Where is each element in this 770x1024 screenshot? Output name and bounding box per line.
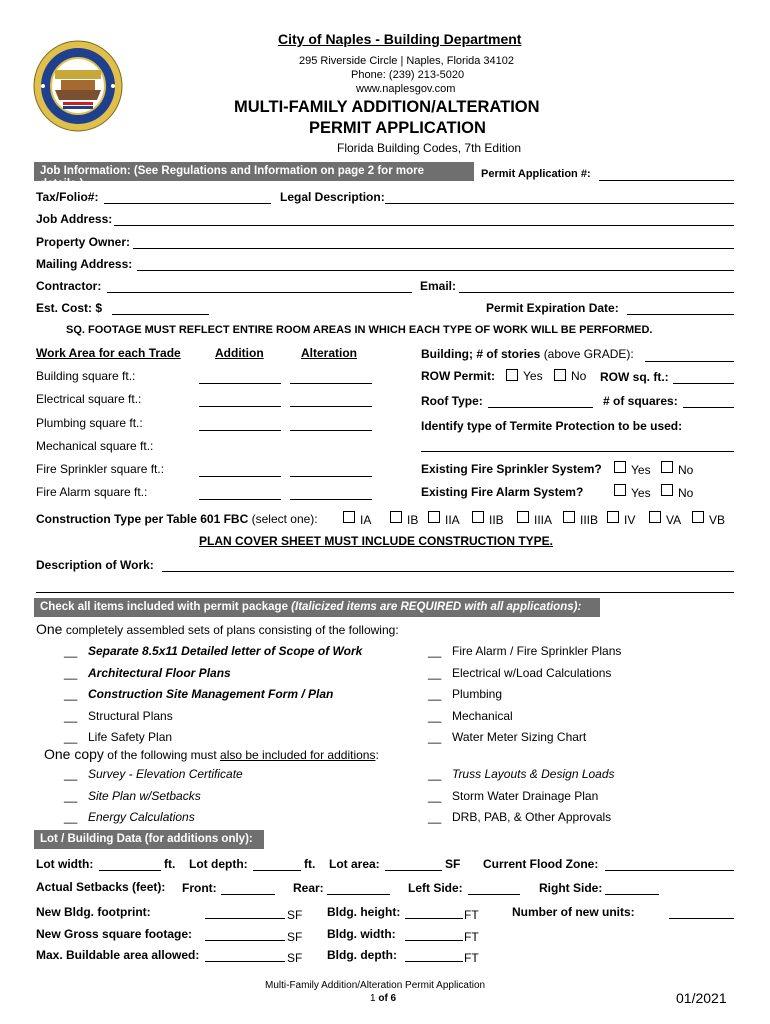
tax-folio-label: Tax/Folio#: bbox=[36, 190, 99, 204]
permit-number-field[interactable] bbox=[599, 180, 734, 181]
expiration-date-field[interactable] bbox=[627, 314, 734, 315]
rear-setback-field[interactable] bbox=[327, 894, 390, 895]
addition-extra-item-item[interactable] bbox=[428, 789, 598, 803]
expiration-date-label: Permit Expiration Date: bbox=[486, 301, 619, 315]
form-title-line1: MULTI-FAMILY ADDITION/ALTERATION bbox=[234, 98, 540, 116]
plumbing-alteration-field[interactable] bbox=[290, 430, 372, 431]
addition-extra-item-blank[interactable]: __ bbox=[428, 767, 442, 781]
buildable-area-label: Max. Buildable area allowed: bbox=[36, 948, 200, 962]
flood-zone-label: Current Flood Zone: bbox=[483, 857, 599, 871]
required-item-label: Life Safety Plan bbox=[88, 730, 173, 744]
email-field[interactable] bbox=[459, 292, 734, 293]
checklist-header-italic: (Italicized items are REQUIRED with all applications): bbox=[291, 601, 582, 613]
legal-description-field[interactable] bbox=[385, 203, 734, 204]
required-item-item[interactable] bbox=[64, 709, 173, 723]
new-units-label: Number of new units: bbox=[512, 905, 635, 919]
checklist-header bbox=[34, 598, 600, 617]
termite-label: Identify type of Termite Protection to be used: bbox=[421, 419, 683, 433]
setbacks-label: Actual Setbacks (feet): bbox=[36, 880, 166, 894]
mailing-address-label: Mailing Address: bbox=[36, 257, 133, 271]
plans-item-item[interactable] bbox=[428, 666, 611, 680]
plumbing-sqft-label: Plumbing square ft.: bbox=[36, 416, 143, 430]
bldg-height-field[interactable] bbox=[405, 918, 463, 919]
row-permit-yes-label: Yes bbox=[523, 369, 543, 383]
construction-type-iib-checkbox[interactable] bbox=[472, 511, 484, 523]
footer-page-total: of 6 bbox=[378, 993, 397, 1004]
city-seal-logo bbox=[33, 40, 123, 132]
construction-type-iiia-checkbox[interactable] bbox=[517, 511, 529, 523]
bldg-height-label: Bldg. height: bbox=[327, 905, 401, 919]
addition-item-item[interactable] bbox=[64, 767, 243, 781]
construction-type-ia-checkbox[interactable] bbox=[343, 511, 355, 523]
lot-area-unit: SF bbox=[445, 857, 461, 871]
additions-intro bbox=[44, 746, 379, 762]
addition-item-label: Site Plan w/Setbacks bbox=[88, 788, 201, 803]
fire-sprinkler-yes-label: Yes bbox=[631, 463, 651, 477]
fire-alarm-no-checkbox[interactable] bbox=[661, 484, 673, 496]
work-area-column-header: Work Area for each Trade bbox=[36, 346, 181, 360]
additions-intro-underlined: also be included for additions bbox=[220, 748, 376, 762]
plans-item-item[interactable] bbox=[428, 730, 586, 744]
est-cost-field[interactable] bbox=[112, 314, 209, 315]
required-item-item[interactable] bbox=[64, 730, 172, 744]
plans-item-label: Electrical w/Load Calculations bbox=[452, 665, 612, 680]
fire-sprinkler-no-checkbox[interactable] bbox=[661, 461, 673, 473]
right-setback-field[interactable] bbox=[605, 894, 659, 895]
plan-cover-notice: PLAN COVER SHEET MUST INCLUDE CONSTRUCTION TYPE. bbox=[199, 534, 554, 548]
plans-item-blank[interactable]: __ bbox=[428, 708, 442, 723]
construction-type-vb-checkbox[interactable] bbox=[692, 511, 704, 523]
construction-type-vb-label: VB bbox=[709, 513, 726, 527]
gross-sqft-label: New Gross square footage: bbox=[36, 927, 193, 941]
front-setback-label: Front: bbox=[182, 881, 217, 895]
construction-type-va-checkbox[interactable] bbox=[649, 511, 661, 523]
plans-item-label: Plumbing bbox=[452, 687, 503, 701]
left-setback-label: Left Side: bbox=[408, 881, 463, 895]
plans-item-blank[interactable]: __ bbox=[428, 665, 442, 680]
required-item-label: Construction Site Management Form / Plan bbox=[88, 687, 334, 701]
fire-sprinkler-sqft-label: Fire Sprinkler square ft.: bbox=[36, 462, 165, 476]
job-information-header: Job Information: (See Regulations and Information on page 2 for more details.) bbox=[34, 162, 474, 181]
stories-label bbox=[421, 347, 634, 361]
fire-sprinkler-no-label: No bbox=[678, 463, 694, 477]
email-label: Email: bbox=[420, 279, 457, 293]
plans-item-label: Fire Alarm / Fire Sprinkler Plans bbox=[452, 644, 622, 658]
row-sqft-label: ROW sq. ft.: bbox=[600, 370, 669, 384]
contractor-field[interactable] bbox=[107, 292, 412, 293]
bldg-width-field[interactable] bbox=[405, 940, 463, 941]
department-phone: Phone: (239) 213-5020 bbox=[351, 69, 465, 81]
property-owner-label: Property Owner: bbox=[36, 235, 131, 249]
plans-item-blank[interactable]: __ bbox=[428, 644, 442, 658]
existing-fire-alarm-label: Existing Fire Alarm System? bbox=[421, 485, 584, 499]
stories-label-text: Building; # of stories bbox=[421, 347, 541, 361]
required-item-item[interactable] bbox=[64, 687, 333, 701]
lot-depth-unit: ft. bbox=[304, 857, 316, 871]
addition-extra-item-label: Truss Layouts & Design Loads bbox=[452, 767, 615, 781]
termite-field[interactable] bbox=[421, 451, 734, 452]
lot-depth-label: Lot depth: bbox=[189, 857, 248, 871]
existing-fire-sprinkler-label: Existing Fire Sprinkler System? bbox=[421, 462, 602, 476]
tax-folio-field[interactable] bbox=[104, 203, 271, 204]
required-item-item[interactable] bbox=[64, 666, 231, 680]
plans-intro bbox=[36, 621, 399, 637]
form-title-line2: PERMIT APPLICATION bbox=[309, 119, 486, 137]
construction-type-iia-label: IIA bbox=[445, 513, 460, 527]
fire-alarm-no-label: No bbox=[678, 486, 694, 500]
left-setback-field[interactable] bbox=[468, 894, 520, 895]
row-sqft-field[interactable] bbox=[673, 383, 734, 384]
new-units-field[interactable] bbox=[669, 918, 734, 919]
checklist-header-main: Check all items included with permit package bbox=[40, 601, 288, 613]
plans-intro-text: completely assembled sets of plans consisting of the following: bbox=[65, 623, 399, 637]
fire-alarm-alteration-field[interactable] bbox=[290, 499, 372, 500]
contractor-label: Contractor: bbox=[36, 279, 102, 293]
fire-sprinkler-yes-checkbox[interactable] bbox=[614, 461, 626, 473]
addition-extra-item-blank[interactable]: __ bbox=[428, 810, 442, 824]
addition-extra-item-item[interactable] bbox=[428, 810, 611, 824]
addition-extra-item-label: DRB, PAB, & Other Approvals bbox=[452, 810, 612, 824]
required-item-label: Separate 8.5x11 Detailed letter of Scope of Work bbox=[88, 644, 363, 658]
permit-number-label: Permit Application #: bbox=[481, 168, 591, 180]
stories-label-note: (above GRADE): bbox=[543, 347, 634, 361]
gross-sqft-field[interactable] bbox=[205, 940, 285, 941]
footer-form-title: Multi-Family Addition/Alteration Permit Application bbox=[265, 980, 486, 991]
bldg-depth-label: Bldg. depth: bbox=[327, 948, 397, 962]
plans-intro-count: One bbox=[36, 621, 63, 637]
construction-type-ib-checkbox[interactable] bbox=[390, 511, 402, 523]
plans-item-label: Water Meter Sizing Chart bbox=[452, 730, 587, 744]
description-of-work-label: Description of Work: bbox=[36, 558, 154, 572]
department-address: 295 Riverside Circle | Naples, Florida 34102 bbox=[299, 55, 515, 67]
required-item-item[interactable] bbox=[64, 644, 362, 658]
plans-item-blank[interactable]: __ bbox=[428, 687, 442, 701]
squares-field[interactable] bbox=[683, 407, 734, 408]
construction-type-label bbox=[36, 512, 318, 526]
electrical-sqft-label: Electrical square ft.: bbox=[36, 392, 142, 406]
mailing-address-field[interactable] bbox=[137, 270, 734, 271]
required-item-label: Architectural Floor Plans bbox=[88, 665, 231, 680]
addition-item-blank[interactable]: __ bbox=[64, 788, 78, 803]
construction-type-note: (select one): bbox=[251, 512, 318, 526]
department-name: City of Naples - Building Department bbox=[278, 31, 522, 47]
department-website: www.naplesgov.com bbox=[356, 83, 456, 95]
construction-type-iv-checkbox[interactable] bbox=[607, 511, 619, 523]
fire-alarm-addition-field[interactable] bbox=[199, 499, 281, 500]
gross-sqft-unit: SF bbox=[287, 930, 303, 944]
addition-item-item[interactable] bbox=[64, 789, 201, 803]
required-item-label: Structural Plans bbox=[88, 708, 173, 723]
new-footprint-unit: SF bbox=[287, 908, 303, 922]
building-addition-field[interactable] bbox=[199, 383, 281, 384]
buildable-area-unit: SF bbox=[287, 951, 303, 965]
plans-item-label: Mechanical bbox=[452, 708, 513, 723]
legal-description-label: Legal Description: bbox=[280, 190, 385, 204]
construction-type-iv-label: IV bbox=[624, 513, 636, 527]
fire-alarm-sqft-label: Fire Alarm square ft.: bbox=[36, 485, 148, 499]
new-footprint-field[interactable] bbox=[205, 918, 285, 919]
est-cost-label: Est. Cost: $ bbox=[36, 301, 103, 315]
lot-area-label: Lot area: bbox=[329, 857, 380, 871]
required-item-blank[interactable]: __ bbox=[64, 708, 78, 723]
addition-item-label: Survey - Elevation Certificate bbox=[88, 767, 243, 781]
addition-extra-item-label: Storm Water Drainage Plan bbox=[452, 788, 599, 803]
row-permit-no-checkbox[interactable] bbox=[554, 369, 566, 381]
row-permit-no-label: No bbox=[571, 369, 587, 383]
bldg-depth-field[interactable] bbox=[405, 961, 463, 962]
construction-type-ib-label: IB bbox=[407, 513, 419, 527]
construction-type-iiib-label: IIIB bbox=[580, 513, 599, 527]
description-of-work-field-2[interactable] bbox=[36, 592, 734, 593]
addition-item-item[interactable] bbox=[64, 810, 195, 824]
construction-type-iiia-label: IIIA bbox=[534, 513, 553, 527]
additions-intro-text: of the following must bbox=[107, 748, 217, 762]
building-sqft-label: Building square ft.: bbox=[36, 369, 136, 383]
bldg-width-label: Bldg. width: bbox=[327, 927, 396, 941]
addition-item-blank[interactable]: __ bbox=[64, 810, 78, 824]
plumbing-addition-field[interactable] bbox=[199, 430, 281, 431]
building-codes-edition: Florida Building Codes, 7th Edition bbox=[337, 141, 522, 155]
plans-item-item[interactable] bbox=[428, 687, 502, 701]
bldg-width-unit: FT bbox=[464, 930, 479, 944]
description-of-work-field-1[interactable] bbox=[162, 571, 734, 572]
fire-alarm-yes-checkbox[interactable] bbox=[614, 484, 626, 496]
electrical-addition-field[interactable] bbox=[199, 406, 281, 407]
lot-width-field[interactable] bbox=[99, 870, 161, 871]
fire-sprinkler-addition-field[interactable] bbox=[199, 476, 281, 477]
stories-field[interactable] bbox=[645, 361, 734, 362]
addition-extra-item-blank[interactable]: __ bbox=[428, 788, 442, 803]
lot-depth-field[interactable] bbox=[253, 870, 301, 871]
job-address-field[interactable] bbox=[114, 225, 734, 226]
right-setback-label: Right Side: bbox=[539, 881, 603, 895]
job-address-label: Job Address: bbox=[36, 212, 113, 226]
alteration-column-header: Alteration bbox=[301, 346, 358, 360]
construction-type-ia-label: IA bbox=[360, 513, 372, 527]
construction-type-label-text: Construction Type per Table 601 FBC bbox=[36, 512, 249, 526]
construction-type-va-label: VA bbox=[666, 513, 682, 527]
fire-alarm-yes-label: Yes bbox=[631, 486, 651, 500]
roof-type-field[interactable] bbox=[488, 407, 593, 408]
squares-label: # of squares: bbox=[603, 394, 678, 408]
construction-type-iia-checkbox[interactable] bbox=[428, 511, 440, 523]
front-setback-field[interactable] bbox=[221, 894, 275, 895]
electrical-alteration-field[interactable] bbox=[290, 406, 372, 407]
addition-item-label: Energy Calculations bbox=[88, 810, 195, 824]
required-item-blank[interactable]: __ bbox=[64, 665, 78, 680]
row-permit-yes-checkbox[interactable] bbox=[506, 369, 518, 381]
buildable-area-field[interactable] bbox=[205, 961, 285, 962]
footer-page-number bbox=[370, 993, 396, 1004]
required-item-blank[interactable]: __ bbox=[64, 644, 78, 658]
building-alteration-field[interactable] bbox=[290, 383, 372, 384]
lot-building-data-header: Lot / Building Data (for additions only): bbox=[34, 830, 264, 849]
row-permit-label: ROW Permit: bbox=[421, 369, 496, 383]
flood-zone-field[interactable] bbox=[605, 870, 734, 871]
plans-item-item[interactable] bbox=[428, 644, 621, 658]
fire-sprinkler-alteration-field[interactable] bbox=[290, 476, 372, 477]
required-item-blank[interactable]: __ bbox=[64, 687, 78, 701]
new-footprint-label: New Bldg. footprint: bbox=[36, 905, 151, 919]
footer-revision-date: 01/2021 bbox=[676, 990, 727, 1006]
footer-page-current: 1 bbox=[370, 993, 376, 1004]
construction-type-iib-label: IIB bbox=[489, 513, 504, 527]
lot-area-field[interactable] bbox=[385, 870, 442, 871]
plans-item-blank[interactable]: __ bbox=[428, 730, 442, 744]
additions-intro-count: One copy bbox=[44, 746, 104, 762]
lot-width-label: Lot width: bbox=[36, 857, 94, 871]
bldg-depth-unit: FT bbox=[464, 951, 479, 965]
roof-type-label: Roof Type: bbox=[421, 394, 483, 408]
construction-type-iiib-checkbox[interactable] bbox=[563, 511, 575, 523]
property-owner-field[interactable] bbox=[133, 248, 734, 249]
addition-extra-item-item[interactable] bbox=[428, 767, 615, 781]
additions-intro-colon: : bbox=[375, 748, 379, 762]
addition-column-header: Addition bbox=[215, 346, 264, 360]
addition-item-blank[interactable]: __ bbox=[64, 767, 78, 781]
plans-item-item[interactable] bbox=[428, 709, 513, 723]
lot-width-unit: ft. bbox=[164, 857, 176, 871]
bldg-height-unit: FT bbox=[464, 908, 479, 922]
sqft-notice: SQ. FOOTAGE MUST REFLECT ENTIRE ROOM AREAS IN WHICH EACH TYPE OF WORK WILL BE PERFORMED. bbox=[66, 324, 653, 336]
required-item-blank[interactable]: __ bbox=[64, 730, 78, 744]
rear-setback-label: Rear: bbox=[293, 881, 324, 895]
mechanical-sqft-label: Mechanical square ft.: bbox=[36, 439, 154, 453]
